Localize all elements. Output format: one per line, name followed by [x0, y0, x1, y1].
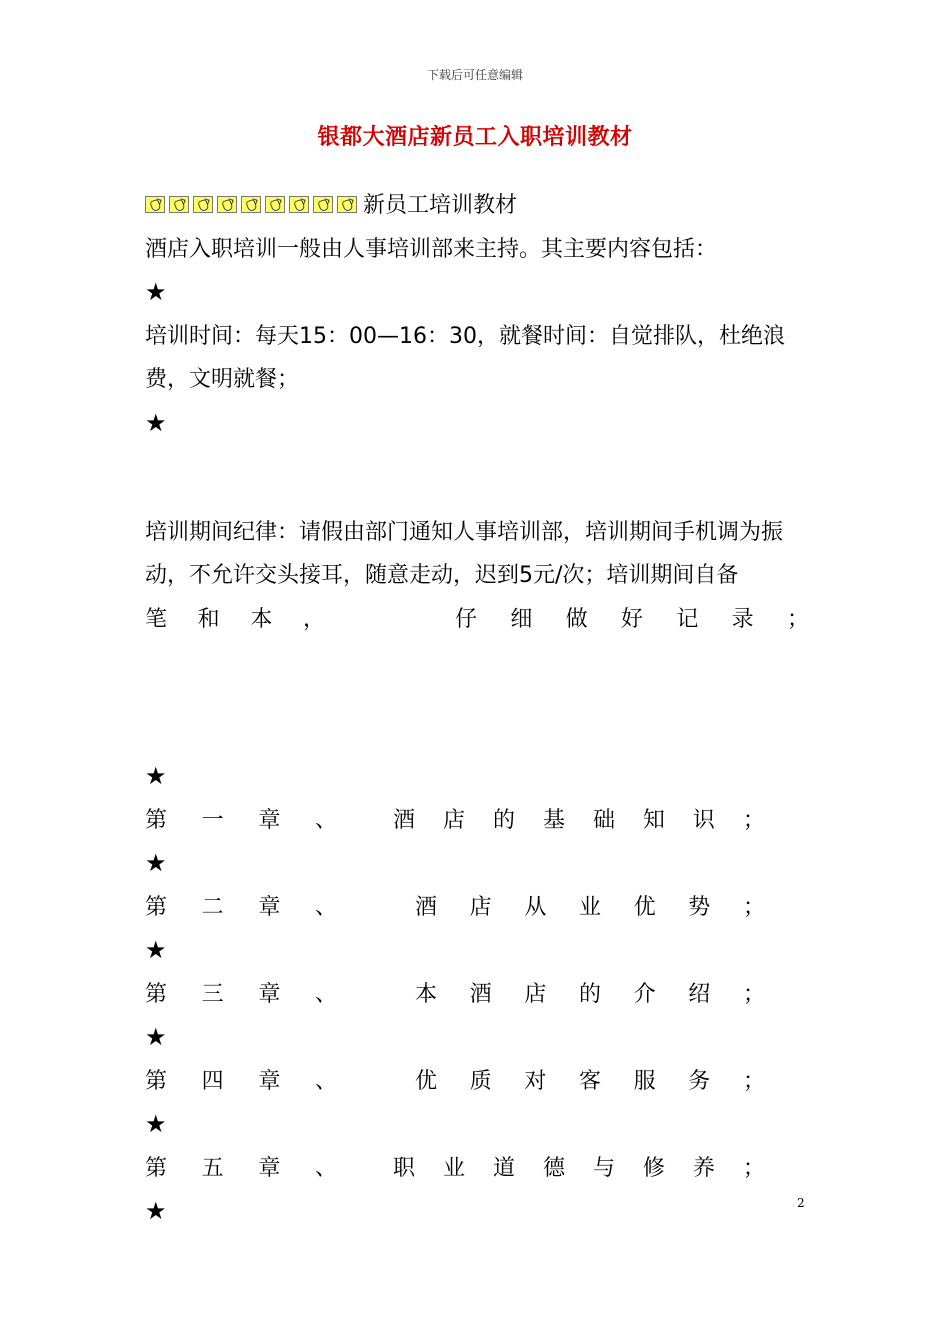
missing-glyph-icon	[265, 196, 285, 213]
missing-glyph-icon	[241, 196, 261, 213]
missing-glyph-icon	[145, 196, 165, 213]
document-body	[145, 184, 809, 1234]
star-bullet-icon: ★	[145, 849, 167, 877]
star-bullet-icon: ★	[145, 408, 167, 437]
star-bullet-icon: ★	[145, 1023, 167, 1051]
star-bullet-icon: ★	[145, 762, 167, 790]
glyph-placeholder-row	[145, 196, 361, 213]
missing-glyph-icon	[289, 196, 309, 213]
missing-glyph-icon	[193, 196, 213, 213]
star-bullet-icon: ★	[145, 1197, 167, 1225]
missing-glyph-icon	[313, 196, 333, 213]
chapter-line: 第 二 章 、 酒 店 从 业 优 势 ；	[145, 894, 765, 920]
missing-glyph-icon	[169, 196, 189, 213]
missing-glyph-icon	[217, 196, 237, 213]
intro-text: 酒店入职培训一般由人事培训部来主持。其主要内容包括：	[145, 236, 718, 262]
chapter-line: 第 三 章 、 本 酒 店 的 介 绍 ；	[145, 981, 765, 1007]
star-bullet-icon: ★	[145, 936, 167, 964]
chapter-line: 第 一 章 、 酒 店 的 基 础 知 识 ；	[145, 807, 765, 833]
star-bullet-icon: ★	[145, 278, 167, 306]
chapter-line: 第 四 章 、 优 质 对 客 服 务 ；	[145, 1068, 765, 1094]
schedule-text: 培训时间：每天15：00—16：30，就餐时间：自觉排队，杜绝浪费，文明就餐；	[145, 323, 785, 392]
document-title: 银都大酒店新员工入职培训教材	[317, 125, 633, 150]
header-note: 下载后可任意编辑	[426, 68, 523, 82]
discipline-last-line: 笔 和 本 ， 仔 细 做 好 记 录 ；	[145, 606, 809, 632]
missing-glyph-icon	[337, 196, 357, 213]
subtitle: 新员工培训教材	[363, 193, 518, 218]
page-number: 2	[797, 1196, 805, 1210]
star-bullet-icon: ★	[145, 1110, 167, 1138]
discipline-text: 培训期间纪律：请假由部门通知人事培训部，培训期间手机调为振动，不允许交头接耳，随意走动，迟到5元/次；培训期间自备	[145, 519, 784, 588]
subtitle-line	[145, 184, 809, 228]
chapter-line: 第 五 章 、 职 业 道 德 与 修 养 ；	[145, 1155, 765, 1181]
